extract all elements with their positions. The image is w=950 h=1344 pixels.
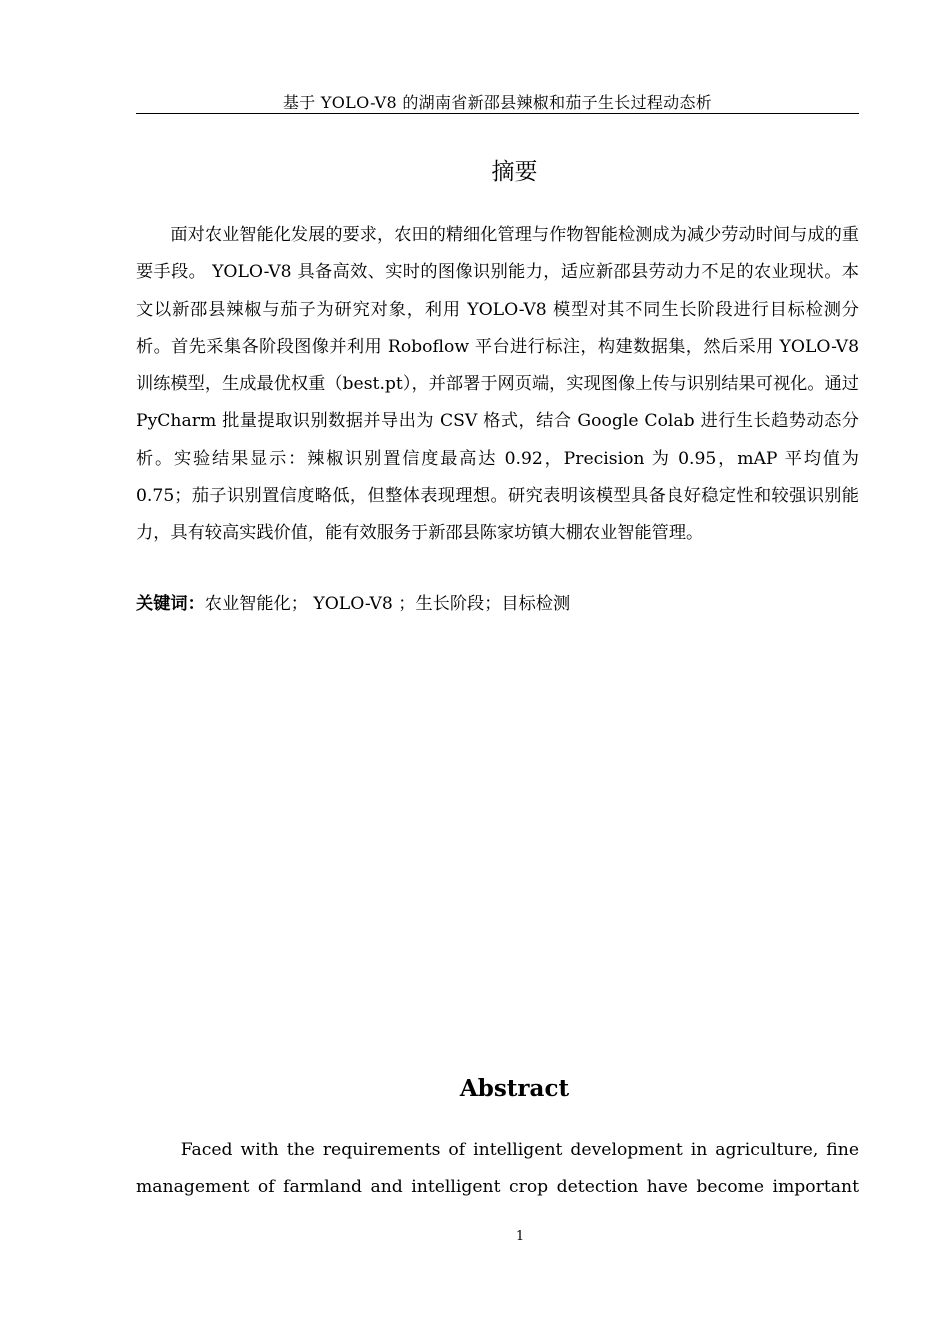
english-abstract-body: Faced with the requirements of intelligent development in agriculture, fine management of farmland and intelligent crop detection have become important <box>136 1140 859 1198</box>
page-number: 1 <box>515 1229 525 1244</box>
keywords-line <box>136 589 859 619</box>
keywords-text: 农业智能化； YOLO-V8 ；生长阶段；目标检测 <box>204 594 571 614</box>
english-abstract-title: Abstract <box>459 1075 570 1102</box>
running-header: 基于 YOLO-V8 的湖南省新邵县辣椒和茄子生长过程动态析 <box>136 93 859 114</box>
chinese-abstract-body: 面对农业智能化发展的要求，农田的精细化管理与作物智能检测成为减少劳动时间与成的重要手段。 YOLO-V8 具备高效、实时的图像识别能力，适应新邵县劳动力不足的农业现状。本文以新邵县辣椒与茄子为研究对象，利用 YOLO-V8 模型对其不同生长阶段进行目标检测分析。首先采集各阶段图像并利用 Roboflow 平台进行标注，构建数据集，然后采用 YOLO-V8 训练模型，生成最优权重（best.pt），并部署于网页端，实现图像上传与识别结果可视化。通过 PyCharm 批量提取识别数据并导出为 CSV 格式，结合 Google Colab 进行生长趋势动态分析。实验结果显示：辣椒识别置信度最高达 0.92，Precision 为 0.95，mAP 平均值为 0.75；茄子识别置信度略低，但整体表现理想。研究表明该模型具备良好稳定性和较强识别能力，具有较高实践价值，能有效服务于新邵县陈家坊镇大棚农业智能管理。 <box>136 225 859 544</box>
keywords-label: 关键词： <box>136 594 205 614</box>
chinese-abstract-title: 摘要 <box>491 159 538 185</box>
